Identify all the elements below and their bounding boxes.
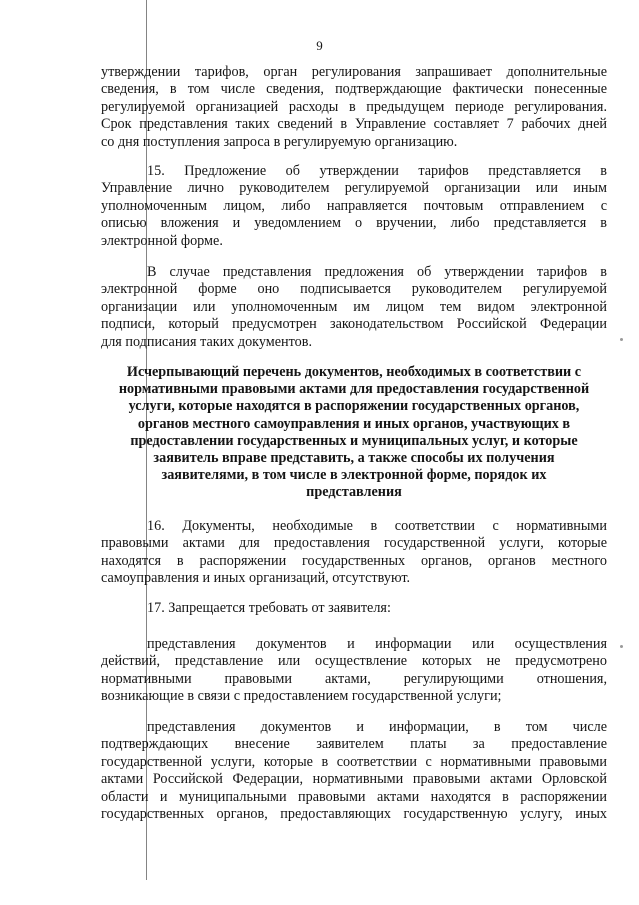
heading-line: заявителями, в том числе в электронной форме, порядок их bbox=[161, 467, 547, 484]
heading-line: представления bbox=[306, 484, 402, 501]
page-number: 9 bbox=[316, 38, 323, 53]
text-line: самоуправления и иных организаций, отсутствуют. bbox=[101, 570, 411, 587]
text-line: сведения, в том числе сведения, подтверждающие фактически понесенные bbox=[101, 81, 607, 98]
text-line: нормативными правовыми актами, регулирующими отношения, bbox=[101, 670, 607, 687]
text-line: со дня поступления запроса в регулируемую организацию. bbox=[101, 133, 458, 150]
text-line: области и муниципальными правовыми актами находятся в распоряжении bbox=[101, 788, 607, 805]
text-line: 15. Предложение об утверждении тарифов представляется в bbox=[147, 163, 607, 179]
paragraph-prohibition-documents bbox=[101, 719, 607, 823]
text-line: государственных органов, предоставляющих государственную услугу, иных bbox=[101, 806, 607, 823]
text-line: В случае представления предложения об утверждении тарифов в bbox=[147, 264, 607, 280]
text-line: 17. Запрещается требовать от заявителя: bbox=[147, 600, 391, 616]
heading-line: предоставлении государственных и муниципальных услуг, и которые bbox=[130, 432, 578, 449]
text-line: государственной услуги, которые в соответствии с нормативными правовыми bbox=[101, 753, 607, 770]
text-line: подтверждающих внесение заявителем платы за предоставление bbox=[101, 736, 607, 753]
text-line: правовыми актами для предоставления государственной услуги, которые bbox=[101, 535, 607, 552]
paragraph-electronic-signature bbox=[101, 264, 607, 351]
text-line: организации или уполномоченным им лицом тем видом электронной bbox=[101, 298, 607, 315]
heading-line: заявитель вправе представить, а также способы их получения bbox=[153, 450, 555, 467]
text-line: регулируемой организацией расходы в предыдущем периоде регулирования. bbox=[101, 98, 607, 115]
text-line: действий, представление или осуществление которых не предусмотрено bbox=[101, 653, 607, 670]
text-line: электронной форме оно подписывается руководителем регулируемой bbox=[101, 281, 607, 298]
paragraph-item-15 bbox=[101, 163, 607, 250]
text-line: представления документов и информации, в том числе bbox=[147, 719, 607, 735]
text-line: описью вложения и уведомлением о вручении, либо представляется в bbox=[101, 215, 607, 232]
text-line: уполномоченным лицом, либо направляется почтовым отправлением с bbox=[101, 197, 607, 214]
heading-line: Исчерпывающий перечень документов, необходимых в соответствии с bbox=[126, 364, 582, 380]
text-line: для подписания таких документов. bbox=[101, 333, 313, 350]
paragraph-item-16 bbox=[101, 518, 607, 588]
paragraph-item-17 bbox=[101, 600, 607, 617]
paragraph-prohibition-actions bbox=[101, 636, 607, 706]
scan-artifact-dot bbox=[620, 645, 623, 648]
heading-line: услуги, которые находятся в распоряжении государственных органов, bbox=[128, 398, 580, 415]
text-line: представления документов и информации или осуществления bbox=[147, 636, 607, 652]
text-line: 16. Документы, необходимые в соответствии с нормативными bbox=[147, 518, 607, 534]
text-line: Управление лично руководителем регулируемой организации или иным bbox=[101, 180, 607, 197]
text-line: Срок представления таких сведений в Управление составляет 7 рабочих дней bbox=[101, 116, 607, 133]
text-line: подписи, который предусмотрен законодательством Российской Федерации bbox=[101, 316, 607, 333]
scan-artifact-dot bbox=[620, 338, 623, 341]
heading-line: органов местного самоуправления и иных органов, участвующих в bbox=[137, 415, 571, 432]
text-line: возникающие в связи с предоставлением государственной услуги; bbox=[101, 688, 502, 705]
text-line: электронной форме. bbox=[101, 232, 223, 249]
heading-line: нормативными правовыми актами для предоставления государственной bbox=[118, 381, 590, 398]
section-heading bbox=[101, 364, 607, 502]
text-line: утверждении тарифов, орган регулирования запрашивает дополнительные bbox=[101, 64, 607, 80]
text-line: находятся в распоряжении государственных органов, органов местного bbox=[101, 552, 607, 569]
text-line: актами Российской Федерации, нормативными правовыми актами Орловской bbox=[101, 771, 607, 788]
paragraph-tariff-request bbox=[101, 64, 607, 151]
